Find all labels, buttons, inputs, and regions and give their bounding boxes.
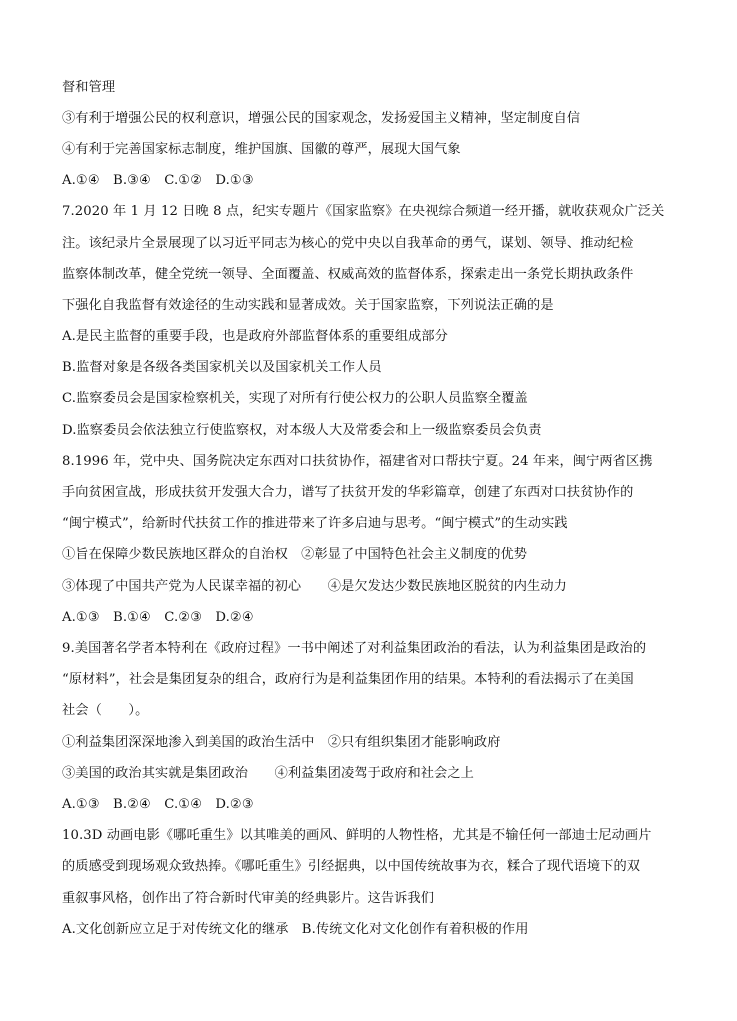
option-d: D.监察委员会依法独立行使监察权，对本级人大及常委会和上一级监察委员会负责 <box>62 423 542 438</box>
text-line: 注。该纪录片全景展现了以习近平同志为核心的党中央以自我革命的勇气，谋划、领导、推动纪检 <box>62 236 634 251</box>
answer-options: A.①③ B.②④ C.①④ D.②③ <box>62 797 254 812</box>
option-a: A.是民主监督的重要手段，也是政府外部监督体系的重要组成部分 <box>62 329 448 344</box>
text-line: “原材料”，社会是集团复杂的组合，政府行为是利益集团作用的结果。本特利的看法揭示了在美国 <box>62 672 634 687</box>
text-line: ③有利于增强公民的权利意识，增强公民的国家观念，发扬爱国主义精神，坚定制度自信 <box>62 111 581 126</box>
text-line: 社会（ ）。 <box>62 703 149 718</box>
option-a-b: A.文化创新应立足于对传统文化的继承 B.传统文化对文化创作有着积极的作用 <box>62 922 529 937</box>
answer-options: A.①④ B.③④ C.①② D.①③ <box>62 173 254 188</box>
text-line: ④有利于完善国家标志制度，维护国旗、国徽的尊严，展现大国气象 <box>62 142 461 157</box>
text-line: 手向贫困宣战，形成扶贫开发强大合力，谱写了扶贫开发的华彩篇章，创建了东西对口扶贫协作的 <box>62 485 634 500</box>
question-10-text: 10.3D 动画电影《哪吒重生》以其唯美的画风、鲜明的人物性格，尤其是不输任何一部迪士尼动画片 <box>62 828 652 843</box>
statement-line: ①旨在保障少数民族地区群众的自治权 ②彰显了中国特色社会主义制度的优势 <box>62 547 528 562</box>
text-line: 监察体制改革，健全党统一领导、全面覆盖、权威高效的监督体系，探索走出一条党长期执政条件 <box>62 267 634 282</box>
option-b: B.监督对象是各级各类国家机关以及国家机关工作人员 <box>62 360 382 375</box>
text-line: 下强化自我监督有效途径的生动实践和显著成效。关于国家监察，下列说法正确的是 <box>62 298 554 313</box>
statement-line: ①利益集团深深地渗入到美国的政治生活中 ②只有组织集团才能影响政府 <box>62 735 501 750</box>
statement-line: ③体现了中国共产党为人民谋幸福的初心 ④是欠发达少数民族地区脱贫的内生动力 <box>62 579 567 594</box>
answer-options: A.①③ B.①④ C.②③ D.②④ <box>62 610 254 625</box>
question-9-text: 9.美国著名学者本特利在《政府过程》一书中阐述了对利益集团政治的看法，认为利益集团是政治的 <box>62 641 647 656</box>
statement-line: ③美国的政治其实就是集团政治 ④利益集团凌驾于政府和社会之上 <box>62 766 474 781</box>
text-line: 的质感受到现场观众致热捧。《哪吒重生》引经据典，以中国传统故事为衣，糅合了现代语境下的双 <box>62 859 641 874</box>
question-7-text: 7.2020 年 1 月 12 日晚 8 点，纪实专题片《国家监察》在央视综合频道一经开播，就收获观众广泛关 <box>62 204 665 219</box>
option-c: C.监察委员会是国家检察机关，实现了对所有行使公权力的公职人员监察全覆盖 <box>62 391 528 406</box>
text-line: 重叙事风格，创作出了符合新时代审美的经典影片。这告诉我们 <box>62 891 435 906</box>
text-line: 督和管理 <box>62 80 116 95</box>
question-8-text: 8.1996 年，党中央、国务院决定东西对口扶贫协作，福建省对口帮扶宁夏。24 年来，闽宁两省区携 <box>62 454 653 469</box>
text-line: “闽宁模式”，给新时代扶贫工作的推进带来了许多启迪与思考。“闽宁模式”的生动实践 <box>62 516 568 531</box>
